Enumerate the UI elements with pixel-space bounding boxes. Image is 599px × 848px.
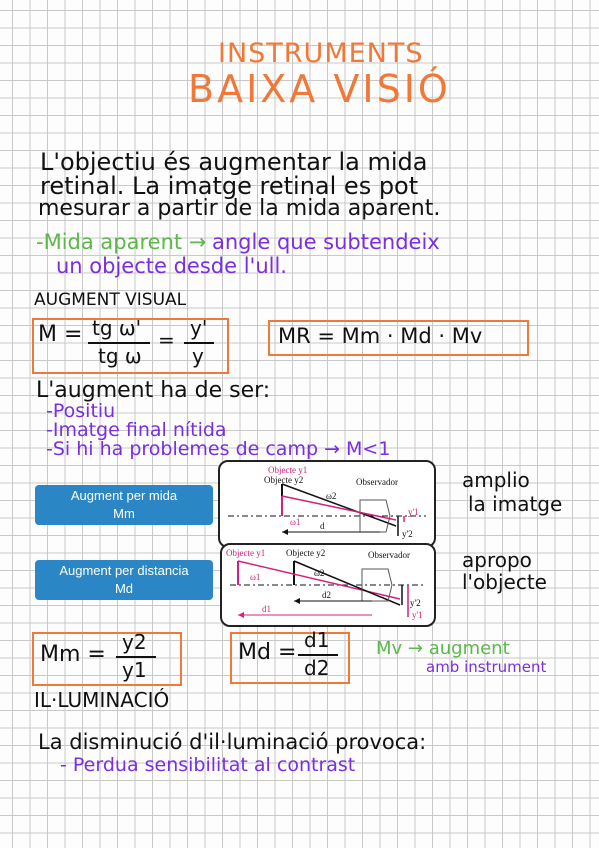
diagram1-d: d (320, 521, 325, 531)
requirement-item: -Positiu (46, 400, 116, 422)
augment-by-size-label: Augment per mida (70, 488, 178, 504)
augment-by-distance-label: Augment per distancia (59, 563, 189, 579)
augment-by-distance-sub: Md (114, 581, 134, 596)
diagram1-note-line2: la imatge (468, 492, 563, 516)
formula-md-lhs: Md = (238, 640, 297, 665)
diagram2-object-y1: Objecte y1 (226, 548, 266, 558)
diagram2-y2p: y'2 (410, 598, 421, 608)
diagram1-omega1: ω1 (290, 517, 301, 527)
requirements-heading: L'augment ha de ser: (36, 378, 271, 403)
diagram1-y2p: y'2 (402, 529, 413, 539)
formula-mv-line1: Mv → augment (376, 638, 510, 659)
formula-m-den: tg ω (98, 344, 142, 368)
formula-mm-lhs: Mm = (40, 642, 106, 667)
formula-total: MR = Mm · Md · Mv (278, 324, 483, 348)
diagram1-note-line1: amplio (462, 468, 530, 492)
formula-md-num: d1 (304, 628, 330, 652)
diagram1-y1p: y'1 (408, 507, 419, 517)
augment-by-size-button[interactable] (35, 485, 213, 525)
formula-m-num2: y' (190, 316, 208, 340)
formula-m-eq: = (158, 328, 175, 352)
apparent-size-line1: angle que subtendeix (212, 230, 440, 254)
diagram1-omega2: ω2 (326, 491, 337, 501)
diagram1-object-y1: Objecte y1 (268, 465, 308, 475)
illumination-heading: IL·LUMINACIÓ (34, 688, 170, 712)
visual-magnification-heading: AUGMENT VISUAL (34, 290, 187, 310)
apparent-size-line2: un objecte desde l'ull. (56, 254, 287, 278)
intro-line1: L'objectiu és augmentar la mida (40, 148, 428, 176)
diagram2-note-line1: apropo (462, 548, 532, 572)
diagram2-d1: d1 (262, 604, 271, 614)
diagram2-omega2: ω2 (314, 568, 325, 578)
distance-diagram (220, 543, 436, 627)
intro-line3: mesurar a partir de la mida aparent. (38, 196, 441, 221)
diagram2-omega1: ω1 (250, 572, 261, 582)
size-diagram (218, 460, 436, 548)
augment-by-distance-button[interactable] (35, 560, 213, 600)
formula-m-num: tg ω' (92, 316, 142, 340)
diagram1-object-y2: Objecte y2 (264, 475, 304, 485)
formula-md-den: d2 (304, 656, 330, 680)
formula-mm-num: y2 (122, 630, 147, 654)
formula-m-lhs: M = (38, 322, 83, 347)
augment-by-size-sub: Mm (113, 506, 135, 521)
illumination-line2: - Perdua sensibilitat al contrast (60, 754, 356, 776)
title-line2: BAIXA VISIÓ (188, 67, 451, 111)
formula-mm-den: y1 (122, 658, 147, 682)
diagram2-note-line2: l'objecte (462, 570, 547, 594)
requirement-item: -Imatge final nítida (46, 419, 227, 441)
diagram2-y1p: y'1 (412, 610, 423, 620)
formula-m-den2: y (192, 344, 204, 368)
diagram2-observer: Observador (368, 550, 410, 560)
intro-line2: retinal. La imatge retinal es pot (40, 172, 419, 200)
formula-mv-line2: amb instrument (426, 658, 547, 676)
diagram1-observer: Observador (356, 477, 398, 487)
illumination-line1: La disminució d'il·luminació provoca: (38, 730, 427, 754)
requirement-item: -Si hi ha problemes de camp → M<1 (46, 438, 391, 460)
diagram2-object-y2: Objecte y2 (286, 548, 326, 558)
title-line1: INSTRUMENTS (218, 38, 424, 69)
apparent-size-prefix: -Mida aparent → (36, 230, 207, 254)
diagram2-d2: d2 (322, 590, 331, 600)
